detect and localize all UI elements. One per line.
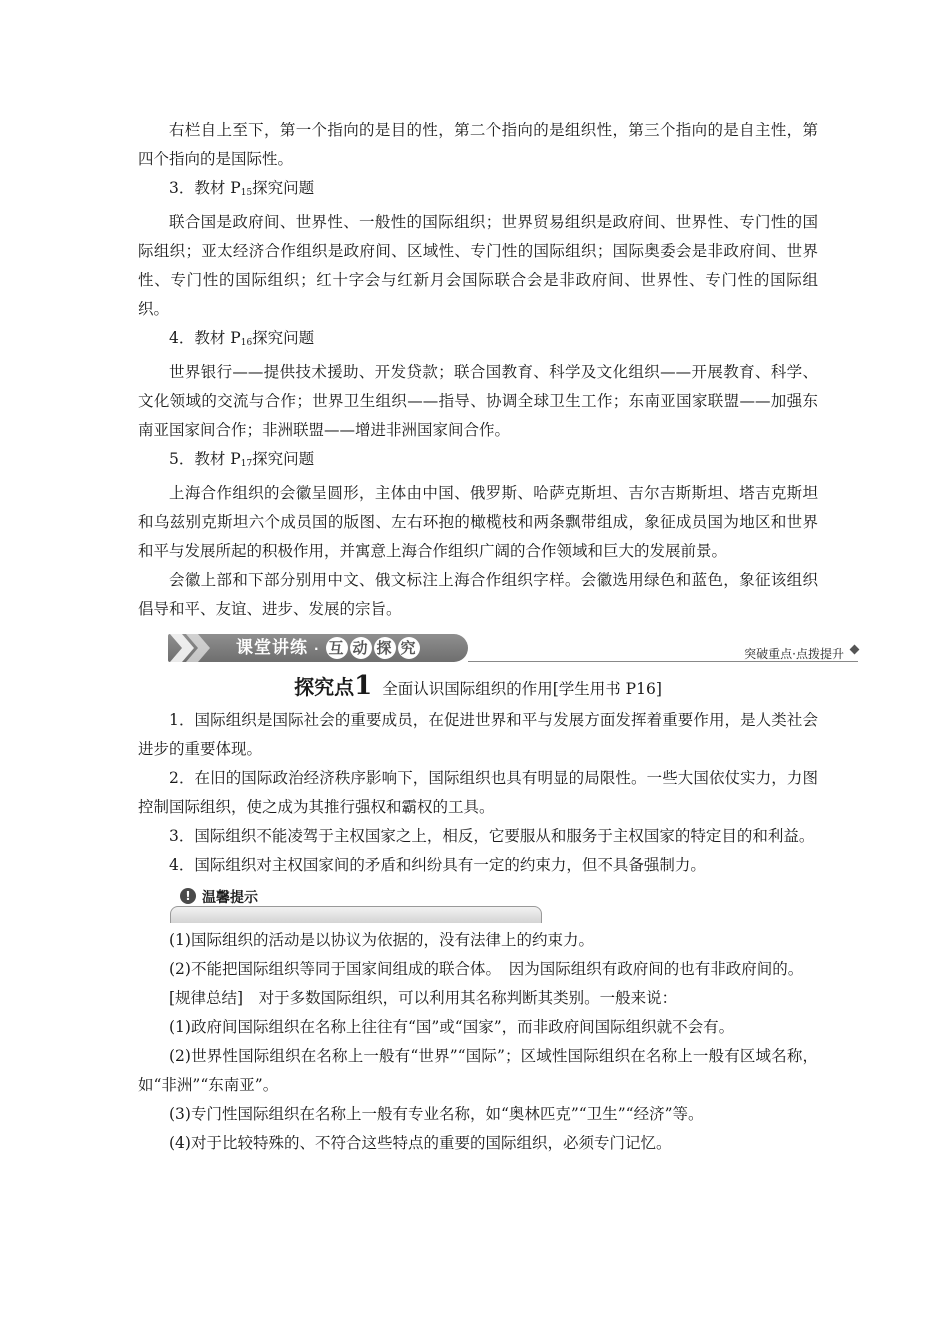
banner-title-text: 课堂讲练 bbox=[236, 638, 308, 658]
point-item: 4．国际组织对主权国家间的矛盾和纠纷具有一定的约束力，但不具备强制力。 bbox=[169, 856, 706, 874]
item-5-prefix: 5．教材 P bbox=[169, 450, 241, 468]
item-5-page: 17 bbox=[240, 459, 253, 469]
summary-line: (1)政府间国际组织在名称上往往有“国”或“国家”，而非政府间国际组织就不会有。 bbox=[169, 1018, 735, 1036]
summary-line: (2)世界性国际组织在名称上一般有“世界”“国际”；区域性国际组织在名称上一般有区域名称，如“非洲”“东南亚”。 bbox=[138, 1047, 818, 1094]
item-5-suffix: 探究问题 bbox=[252, 450, 315, 468]
tip-bar bbox=[170, 906, 542, 923]
tip-title: 温馨提示 bbox=[202, 890, 258, 906]
summary-line: (4)对于比较特殊的、不符合这些特点的重要的国际组织，必须专门记忆。 bbox=[169, 1134, 672, 1152]
heading-item-3 bbox=[138, 174, 818, 208]
topic-number: 1 bbox=[354, 671, 373, 701]
topic-title: 全面认识国际组织的作用[学生用书 P16] bbox=[382, 680, 662, 698]
point-item: 1．国际组织是国际社会的重要成员，在促进世界和平与发展方面发挥着重要作用，是人类社会进步的重要体现。 bbox=[138, 711, 818, 758]
paragraph-answer-5b: 会徽上部和下部分别用中文、俄文标注上海合作组织字样。会徽选用绿色和蓝色，象征该组织倡导和平、友谊、进步、发展的宗旨。 bbox=[138, 571, 818, 618]
banner-dot: · bbox=[314, 642, 320, 656]
point-item: 3．国际组织不能凌驾于主权国家之上，相反，它要服从和服务于主权国家的特定目的和利益。 bbox=[169, 827, 815, 845]
heading-item-5 bbox=[138, 445, 818, 479]
banner-subtitle bbox=[326, 637, 420, 659]
item-3-prefix: 3．教材 P bbox=[169, 179, 241, 197]
tip-header bbox=[170, 884, 550, 922]
summary-intro: [规律总结] 对于多数国际组织，可以利用其名称判断其类别。一般来说： bbox=[169, 989, 678, 1007]
banner-subtitle-char: 探 bbox=[374, 637, 396, 659]
document-body bbox=[138, 116, 844, 1158]
topic-label: 探究点 bbox=[294, 675, 355, 699]
item-3-page: 15 bbox=[240, 188, 253, 198]
summary-line: (3)专门性国际组织在名称上一般有专业名称，如“奥林匹克”“卫生”“经济”等。 bbox=[169, 1105, 704, 1123]
paragraph-answer-3: 联合国是政府间、世界性、一般性的国际组织；世界贸易组织是政府间、世界性、专门性的国际组织；亚太经济合作组织是政府间、区域性、专门性的国际组织；国际奥委会是非政府间、世界性、专门性的国际组织；红十字会与红新月会国际联合会是非政府间、世界性、专门性的国际组织。 bbox=[138, 213, 818, 318]
double-chevron-icon bbox=[168, 634, 220, 662]
item-3-suffix: 探究问题 bbox=[252, 179, 315, 197]
exclamation-icon: ! bbox=[180, 888, 196, 904]
banner-title bbox=[236, 636, 420, 661]
tip-line: (2)不能把国际组织等同于国家间组成的联合体。 因为国际组织有政府间的也有非政府间的。 bbox=[169, 960, 804, 978]
item-4-prefix: 4．教材 P bbox=[169, 329, 241, 347]
point-item: 2．在旧的国际政治经济秩序影响下，国际组织也具有明显的局限性。一些大国依仗实力，力图控制国际组织，使之成为其推行强权和霸权的工具。 bbox=[138, 769, 818, 816]
paragraph-answer-5a: 上海合作组织的会徽呈圆形，主体由中国、俄罗斯、哈萨克斯坦、吉尔吉斯斯坦、塔吉克斯坦和乌兹别克斯坦六个成员国的版图、左右环抱的橄榄枝和两条飘带组成，象征成员国为地区和世界和平与发展所起的积极作用，并寓意上海合作组织广阔的合作领域和巨大的发展前景。 bbox=[138, 484, 818, 560]
diamond-icon bbox=[850, 645, 860, 655]
heading-item-4 bbox=[138, 324, 818, 358]
banner-subtitle-char: 互 bbox=[326, 637, 348, 659]
banner-subtitle-char: 究 bbox=[398, 637, 420, 659]
banner-right-label: 突破重点·点拨提升 bbox=[744, 647, 844, 661]
banner-subtitle-char: 动 bbox=[350, 637, 372, 659]
paragraph-answer-4: 世界银行——提供技术援助、开发贷款；联合国教育、科学及文化组织——开展教育、科学、文化领域的交流与合作；世界卫生组织——指导、协调全球卫生工作；东南亚国家联盟——加强东南亚国家间合作；非洲联盟——增进非洲国家间合作。 bbox=[138, 363, 818, 439]
section-banner bbox=[138, 630, 858, 670]
topic-heading bbox=[138, 672, 818, 704]
paragraph-answer-2: 右栏自上至下，第一个指向的是目的性，第二个指向的是组织性，第三个指向的是自主性，第四个指向的是国际性。 bbox=[138, 121, 818, 168]
item-4-page: 16 bbox=[240, 338, 253, 348]
item-4-suffix: 探究问题 bbox=[252, 329, 315, 347]
tip-line: (1)国际组织的活动是以协议为依据的，没有法律上的约束力。 bbox=[169, 931, 594, 949]
